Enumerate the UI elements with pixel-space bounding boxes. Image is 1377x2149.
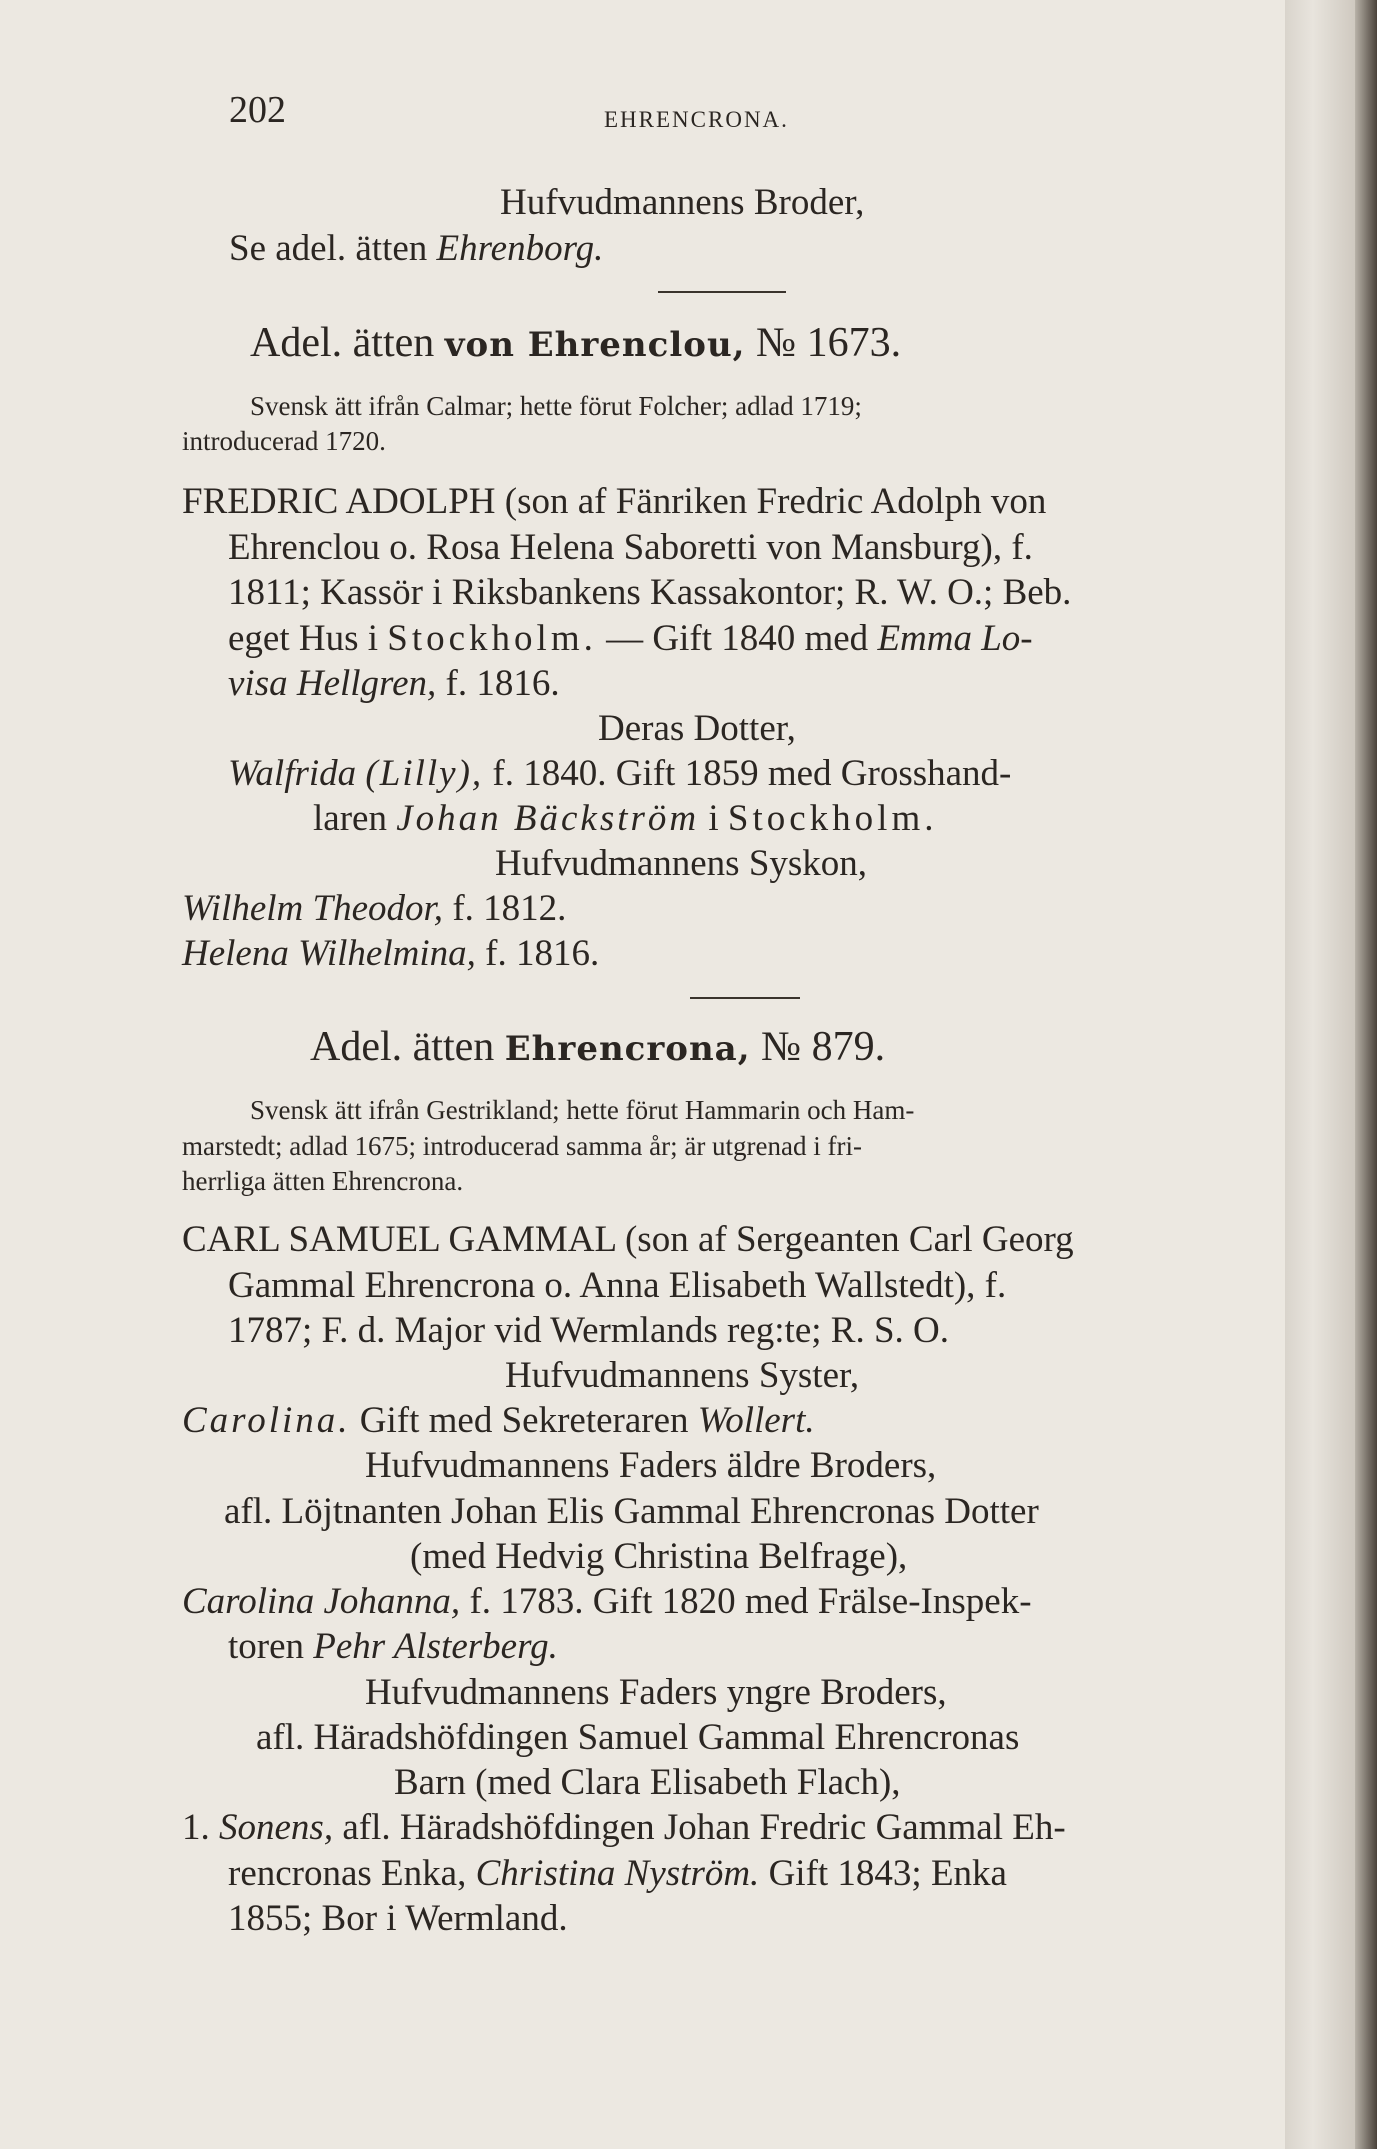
entry-line: visa Hellgren, f. 1816. [228,663,560,704]
entry-line: Helena Wilhelmina, f. 1816. [182,933,600,974]
family-intro-line: Svensk ätt ifrån Gestrikland; hette förut Hammarin och Ham- [250,1095,915,1125]
entry-line: Wilhelm Theodor, f. 1812. [182,888,567,929]
subheading: Hufvudmannens Faders äldre Broders, [365,1445,937,1486]
subheading: Deras Dotter, [598,708,796,749]
subheading: Hufvudmannens Syster, [505,1355,860,1396]
family-title-ehrencrona: Adel. ätten Ehrencrona, № 879. [310,1024,886,1070]
entry-line: FREDRIC ADOLPH (son af Fänriken Fredric Adolph von [182,481,1047,522]
entry-line: laren Johan Bäckström i Stockholm. [313,798,938,839]
subheading-broder: Hufvudmannens Broder, [500,182,865,223]
family-title-ehrenclou: Adel. ätten von Ehrenclou, № 1673. [250,320,902,366]
running-title: EHRENCRONA. [604,107,789,132]
subheading: afl. Löjtnanten Johan Elis Gammal Ehrencronas Dotter [224,1491,1039,1532]
page-edge [1285,0,1355,2149]
entry-line: 1855; Bor i Wermland. [228,1898,568,1939]
entry-line: toren Pehr Alsterberg. [228,1626,558,1667]
page-number: 202 [229,89,286,131]
entry-line: eget Hus i Stockholm. — Gift 1840 med Emma Lo- [228,618,1033,659]
subheading: Barn (med Clara Elisabeth Flach), [394,1762,901,1803]
family-intro-line: herrliga ätten Ehrencrona. [182,1166,464,1196]
divider [690,997,800,999]
entry-line: Walfrida (Lilly), f. 1840. Gift 1859 med Grosshand- [228,753,1012,794]
subheading: Hufvudmannens Faders yngre Broders, [365,1672,947,1713]
family-intro-line: Svensk ätt ifrån Calmar; hette förut Folcher; adlad 1719; [250,391,862,421]
see-reference: Se adel. ätten Ehrenborg. [229,228,604,269]
entry-line: Ehrenclou o. Rosa Helena Saboretti von Mansburg), f. [228,527,1033,568]
entry-line: Carolina. Gift med Sekreteraren Wollert. [182,1400,815,1441]
entry-line: 1787; F. d. Major vid Wermlands reg:te; R. S. O. [228,1310,949,1351]
subheading: Hufvudmannens Syskon, [495,843,868,884]
entry-line: 1. Sonens, afl. Häradshöfdingen Johan Fredric Gammal Eh- [182,1807,1066,1848]
entry-line: CARL SAMUEL GAMMAL (son af Sergeanten Carl Georg [182,1219,1074,1260]
subheading: afl. Häradshöfdingen Samuel Gammal Ehrencronas [256,1717,1020,1758]
entry-line: 1811; Kassör i Riksbankens Kassakontor; R. W. O.; Beb. [228,572,1072,613]
divider [658,291,786,293]
entry-line: Carolina Johanna, f. 1783. Gift 1820 med Frälse-Inspek- [182,1581,1032,1622]
entry-line: rencronas Enka, Christina Nyström. Gift 1843; Enka [228,1853,1007,1894]
family-intro-line: introducerad 1720. [182,426,386,456]
family-intro-line: marstedt; adlad 1675; introducerad samma år; är utgrenad i fri- [182,1131,862,1161]
book-binding-shadow [1355,0,1377,2149]
entry-line: Gammal Ehrencrona o. Anna Elisabeth Wallstedt), f. [228,1265,1007,1306]
subheading: (med Hedvig Christina Belfrage), [410,1536,908,1577]
